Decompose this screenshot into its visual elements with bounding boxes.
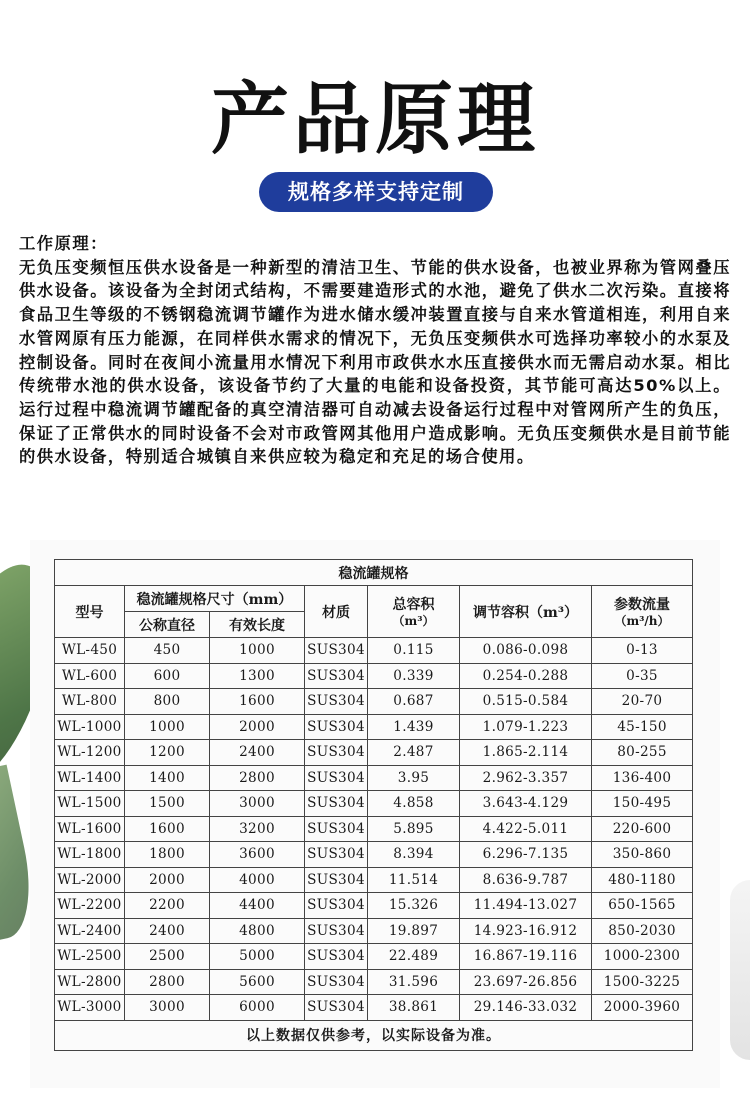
cell-diameter: 1000 (125, 714, 210, 740)
cell-diameter: 2000 (125, 867, 210, 893)
cell-diameter: 2400 (125, 918, 210, 944)
cell-flow: 136-400 (592, 765, 693, 791)
cell-material: SUS304 (305, 638, 368, 664)
cell-adjust: 4.422-5.011 (460, 816, 592, 842)
cell-flow: 350-860 (592, 842, 693, 868)
cell-diameter: 2800 (125, 969, 210, 995)
cell-model: WL-600 (55, 663, 125, 689)
cell-model: WL-1000 (55, 714, 125, 740)
cell-length: 1000 (210, 638, 305, 664)
cell-material: SUS304 (305, 893, 368, 919)
cell-diameter: 1200 (125, 740, 210, 766)
header-flow-unit: （m³/h） (614, 613, 670, 628)
table-row (55, 689, 693, 715)
cell-material: SUS304 (305, 765, 368, 791)
cell-diameter: 1600 (125, 816, 210, 842)
cell-diameter: 1500 (125, 791, 210, 817)
cell-flow: 220-600 (592, 816, 693, 842)
cell-length: 4400 (210, 893, 305, 919)
cell-flow: 480-1180 (592, 867, 693, 893)
cell-model: WL-2000 (55, 867, 125, 893)
cell-volume: 22.489 (368, 944, 460, 970)
cell-flow: 0-35 (592, 663, 693, 689)
cell-adjust: 0.086-0.098 (460, 638, 592, 664)
cell-adjust: 1.079-1.223 (460, 714, 592, 740)
cell-model: WL-2500 (55, 944, 125, 970)
header-volume-unit: （m³） (392, 613, 435, 628)
cell-length: 2800 (210, 765, 305, 791)
table-row (55, 995, 693, 1021)
cell-length: 1600 (210, 689, 305, 715)
cell-length: 4800 (210, 918, 305, 944)
cell-model: WL-2400 (55, 918, 125, 944)
customization-badge: 规格多样支持定制 (259, 172, 493, 212)
cell-flow: 80-255 (592, 740, 693, 766)
cell-adjust: 2.962-3.357 (460, 765, 592, 791)
cell-material: SUS304 (305, 995, 368, 1021)
cell-volume: 2.487 (368, 740, 460, 766)
table-row (55, 740, 693, 766)
cell-adjust: 23.697-26.856 (460, 969, 592, 995)
principle-body: 无负压变频恒压供水设备是一种新型的清洁卫生、节能的供水设备，也被业界称为管网叠压供水设备。该设备为全封闭式结构，不需要建造形式的水池，避免了供水二次污染。直接将食品卫生等级的不锈钢稳流调节罐作为进水储水缓冲装置直接与自来水管道相连，利用自来水管网原有压力能源，在同样供水需求的情况下，无负压变频供水可选择功率较小的水泵及控制设备。同时在夜间小流量用水情况下利用市政供水水压直接供水而无需启动水泵。相比传统带水池的供水设备，该设备节约了大量的电能和设备投资，其节能可高达50%以上。运行过程中稳流调节罐配备的真空清洁器可自动减去设备运行过程中对管网所产生的负压，保证了正常供水的同时设备不会对市政管网其他用户造成影响。无负压变频供水是目前节能的供水设备，特别适合城镇自来供应较为稳定和充足的场合使用。 (19, 257, 731, 467)
table-body (55, 638, 693, 1021)
cell-material: SUS304 (305, 918, 368, 944)
cell-length: 2000 (210, 714, 305, 740)
table-row (55, 944, 693, 970)
cell-material: SUS304 (305, 842, 368, 868)
cell-material: SUS304 (305, 944, 368, 970)
cell-volume: 0.339 (368, 663, 460, 689)
header-volume (368, 586, 460, 638)
cell-model: WL-2200 (55, 893, 125, 919)
cell-volume: 8.394 (368, 842, 460, 868)
table-caption: 稳流罐规格 (55, 560, 693, 586)
table-row (55, 638, 693, 664)
cell-flow: 0-13 (592, 638, 693, 664)
table-row (55, 969, 693, 995)
cell-material: SUS304 (305, 867, 368, 893)
cell-adjust: 3.643-4.129 (460, 791, 592, 817)
cell-model: WL-2800 (55, 969, 125, 995)
table-row (55, 918, 693, 944)
header-model: 型号 (55, 586, 125, 638)
header-volume-label: 总容积 (392, 596, 435, 613)
cell-volume: 0.115 (368, 638, 460, 664)
cell-length: 5600 (210, 969, 305, 995)
cell-length: 3600 (210, 842, 305, 868)
cell-adjust: 6.296-7.135 (460, 842, 592, 868)
header-flow-label: 参数流量 (614, 596, 670, 613)
cell-material: SUS304 (305, 816, 368, 842)
cell-diameter: 1400 (125, 765, 210, 791)
table-row (55, 816, 693, 842)
cell-material: SUS304 (305, 714, 368, 740)
cell-material: SUS304 (305, 969, 368, 995)
cell-model: WL-1200 (55, 740, 125, 766)
cell-diameter: 1800 (125, 842, 210, 868)
header-size-group: 稳流罐规格尺寸（mm） (125, 586, 305, 612)
spec-table (54, 559, 693, 1051)
cell-adjust: 8.636-9.787 (460, 867, 592, 893)
cell-adjust: 11.494-13.027 (460, 893, 592, 919)
table-row (55, 893, 693, 919)
cell-material: SUS304 (305, 689, 368, 715)
cell-volume: 5.895 (368, 816, 460, 842)
header-flow (592, 586, 693, 638)
cell-model: WL-1600 (55, 816, 125, 842)
cell-volume: 31.596 (368, 969, 460, 995)
cell-volume: 0.687 (368, 689, 460, 715)
cell-length: 6000 (210, 995, 305, 1021)
cell-diameter: 800 (125, 689, 210, 715)
table-row (55, 791, 693, 817)
cell-length: 3200 (210, 816, 305, 842)
cell-model: WL-800 (55, 689, 125, 715)
cell-volume: 4.858 (368, 791, 460, 817)
cell-material: SUS304 (305, 663, 368, 689)
cell-volume: 1.439 (368, 714, 460, 740)
header-adjust: 调节容积（m³） (460, 586, 592, 638)
cell-adjust: 16.867-19.116 (460, 944, 592, 970)
principle-heading: 工作原理： (19, 234, 108, 253)
cell-model: WL-1800 (55, 842, 125, 868)
cell-diameter: 3000 (125, 995, 210, 1021)
cell-diameter: 450 (125, 638, 210, 664)
cell-model: WL-1400 (55, 765, 125, 791)
cell-model: WL-1500 (55, 791, 125, 817)
header-diameter: 公称直径 (125, 612, 210, 638)
cell-diameter: 2200 (125, 893, 210, 919)
page-title: 产品原理 (210, 75, 539, 165)
table-row (55, 663, 693, 689)
header-material: 材质 (305, 586, 368, 638)
cell-material: SUS304 (305, 791, 368, 817)
cell-flow: 850-2030 (592, 918, 693, 944)
cell-length: 2400 (210, 740, 305, 766)
cell-adjust: 14.923-16.912 (460, 918, 592, 944)
table-row (55, 765, 693, 791)
cell-volume: 15.326 (368, 893, 460, 919)
cell-diameter: 2500 (125, 944, 210, 970)
cell-adjust: 29.146-33.032 (460, 995, 592, 1021)
table-row (55, 714, 693, 740)
cell-flow: 20-70 (592, 689, 693, 715)
table-row (55, 842, 693, 868)
table-row (55, 867, 693, 893)
cell-length: 5000 (210, 944, 305, 970)
principle-text (19, 232, 731, 469)
cell-volume: 3.95 (368, 765, 460, 791)
cell-flow: 150-495 (592, 791, 693, 817)
cell-volume: 19.897 (368, 918, 460, 944)
cell-length: 3000 (210, 791, 305, 817)
table-footer: 以上数据仅供参考，以实际设备为准。 (55, 1020, 693, 1050)
header-length: 有效长度 (210, 612, 305, 638)
cell-volume: 38.861 (368, 995, 460, 1021)
cell-length: 4000 (210, 867, 305, 893)
cell-material: SUS304 (305, 740, 368, 766)
cell-flow: 45-150 (592, 714, 693, 740)
cell-flow: 2000-3960 (592, 995, 693, 1021)
cell-adjust: 0.254-0.288 (460, 663, 592, 689)
cell-adjust: 0.515-0.584 (460, 689, 592, 715)
cell-model: WL-3000 (55, 995, 125, 1021)
background-decoration (730, 880, 750, 1060)
cell-model: WL-450 (55, 638, 125, 664)
cell-flow: 1500-3225 (592, 969, 693, 995)
cell-diameter: 600 (125, 663, 210, 689)
cell-flow: 1000-2300 (592, 944, 693, 970)
cell-flow: 650-1565 (592, 893, 693, 919)
cell-volume: 11.514 (368, 867, 460, 893)
cell-length: 1300 (210, 663, 305, 689)
cell-adjust: 1.865-2.114 (460, 740, 592, 766)
